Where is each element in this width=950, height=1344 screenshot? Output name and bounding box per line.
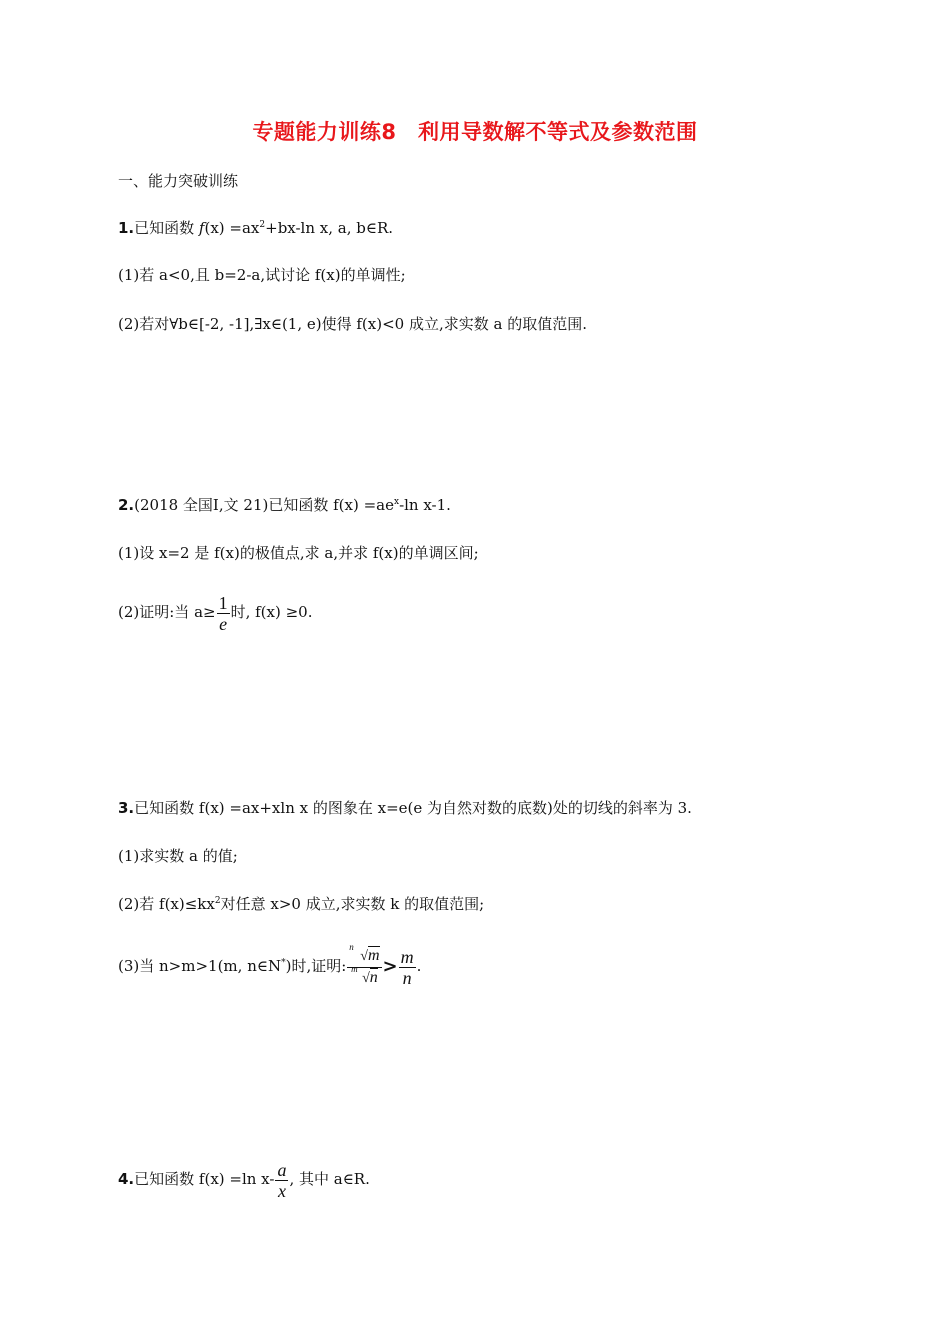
question-3-part-3 — [118, 941, 422, 989]
q3-p3-sup: * — [281, 958, 286, 968]
fraction-denominator: e — [217, 613, 230, 634]
q1-stem-b: f — [198, 219, 205, 237]
question-1-part-1: (1)若 a<0,且 b=2-a,试讨论 f(x)的单调性; — [118, 266, 406, 284]
mth-root-of-n — [351, 963, 378, 989]
q3-p2-a: (2)若 f(x)≤kx — [118, 895, 215, 913]
question-2-part-2 — [118, 590, 313, 634]
q4-stem-a: 已知函数 f(x) =ln x- — [134, 1170, 275, 1188]
fraction-numerator: 1 — [218, 592, 228, 613]
q1-sup: 2 — [259, 220, 266, 230]
q3-p3-b: )时,证明: — [285, 957, 347, 975]
q2-p2-b: 时, f(x) ≥0. — [230, 603, 313, 621]
question-3-number: 3. — [118, 799, 135, 817]
radical-sign-icon: √ — [360, 948, 368, 964]
question-3-stem — [118, 797, 692, 819]
fraction-numerator-a: a — [277, 1159, 287, 1180]
radicand-m: m — [367, 946, 380, 964]
q2-stem: (2018 全国Ⅰ,文 21)已知函数 f(x) =ae — [134, 496, 394, 514]
q2-sup: x — [393, 497, 400, 507]
root-index-m: m — [351, 963, 358, 974]
question-2-part-1: (1)设 x=2 是 f(x)的极值点,求 a,并求 f(x)的单调区间; — [118, 544, 479, 562]
q2-p2-a: (2)证明:当 a≥ — [118, 603, 216, 621]
question-1-stem — [118, 217, 393, 239]
a-over-x-fraction — [275, 1160, 288, 1201]
radical-sign-icon: √ — [362, 970, 370, 986]
q3-p2-b: 对任意 x>0 成立,求实数 k 的取值范围; — [220, 895, 485, 913]
root-fraction-denominator — [347, 963, 381, 989]
page-title: 专题能力训练8 利用导数解不等式及参数范围 — [252, 120, 698, 144]
fraction-numerator-m: m — [400, 946, 414, 967]
q2-stem-end: -ln x-1. — [399, 496, 451, 514]
q1-stem-c: (x) =ax — [204, 219, 260, 237]
q3-stem: 已知函数 f(x) =ax+xln x 的图象在 x=e(e 为自然对数的底数)处的切线的斜率为 3. — [134, 799, 692, 817]
section-heading: 一、能力突破训练 — [118, 172, 239, 190]
question-2-stem — [118, 494, 451, 516]
question-4-number: 4. — [118, 1170, 135, 1188]
question-1-part-2: (2)若对∀b∈[-2, -1],∃x∈(1, e)使得 f(x)<0 成立,求实数 a 的取值范围. — [118, 315, 587, 333]
one-over-e-fraction — [217, 593, 230, 634]
q3-p3-a: (3)当 n>m>1(m, n∈N — [118, 957, 282, 975]
question-3-part-1: (1)求实数 a 的值; — [118, 847, 238, 865]
fraction-denominator-x: x — [275, 1180, 288, 1201]
m-over-n-fraction — [399, 947, 416, 988]
q1-stem-a: 已知函数 — [134, 219, 199, 237]
question-4-stem — [118, 1157, 370, 1201]
q3-p2-sup: 2 — [214, 896, 221, 906]
question-1-number: 1. — [118, 219, 135, 237]
radicand-n: n — [369, 968, 378, 986]
q1-stem-d: +bx-ln x, a, b∈R. — [265, 219, 394, 237]
root-fraction — [347, 941, 381, 989]
q3-p3-end: . — [416, 957, 422, 975]
root-index-n: n — [349, 941, 354, 952]
fraction-denominator-n: n — [399, 967, 416, 988]
question-3-part-2 — [118, 893, 484, 915]
q4-stem-b: , 其中 a∈R. — [289, 1170, 370, 1188]
greater-than-sign: > — [382, 956, 398, 977]
question-2-number: 2. — [118, 496, 135, 514]
